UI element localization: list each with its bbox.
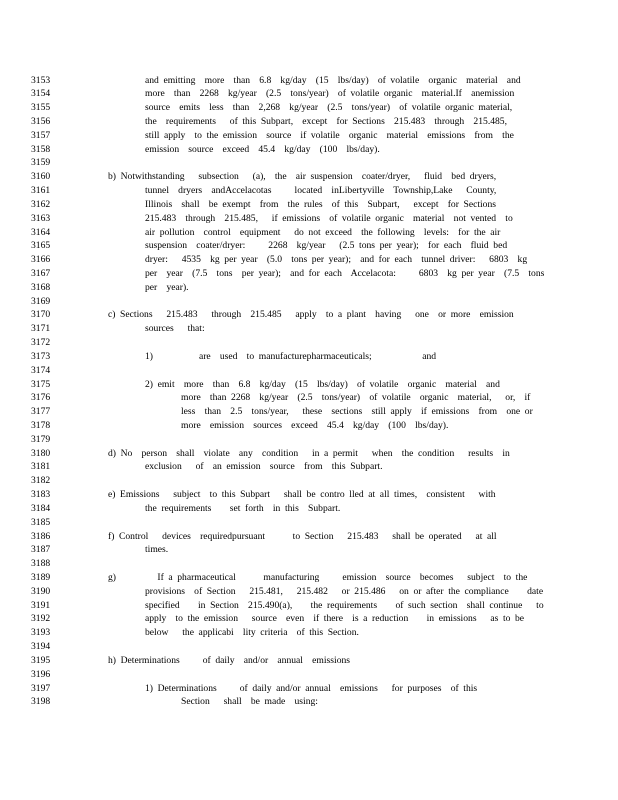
line-text: apply to the emission source even if there is a reduction in emissions as to be xyxy=(145,613,525,625)
line-number: 3180 xyxy=(31,447,51,459)
document-line xyxy=(0,419,618,433)
document-line xyxy=(0,585,618,599)
document-line xyxy=(0,460,618,474)
document-line xyxy=(0,391,618,405)
document-line xyxy=(0,474,618,488)
document-line xyxy=(0,571,618,585)
document-line xyxy=(0,543,618,557)
line-number: 3170 xyxy=(31,309,51,321)
document-line xyxy=(0,502,618,516)
line-number: 3160 xyxy=(31,171,51,183)
document-line xyxy=(0,267,618,281)
document-line xyxy=(0,226,618,240)
line-number: 3184 xyxy=(31,502,51,514)
line-text: times. xyxy=(145,544,169,556)
line-number: 3159 xyxy=(31,157,51,169)
line-text: the requirements of this Subpart, except for Sections 215.483 through 215.485, xyxy=(145,115,508,127)
document-line xyxy=(0,488,618,502)
document-line xyxy=(0,322,618,336)
line-number: 3197 xyxy=(31,682,51,694)
document-line xyxy=(0,378,618,392)
document-line xyxy=(0,364,618,378)
line-text: less than 2.5 tons/year, these sections still apply if emissions from one or xyxy=(181,406,533,418)
document-line xyxy=(0,170,618,184)
document-line xyxy=(0,447,618,461)
line-number: 3168 xyxy=(31,281,51,293)
line-number: 3193 xyxy=(31,627,51,639)
line-text: g) If a pharmaceutical manufacturing emission source becomes subject to the xyxy=(108,572,528,584)
line-number: 3178 xyxy=(31,420,51,431)
line-text: emission source exceed 45.4 kg/day (100 lbs/day). xyxy=(145,143,380,155)
line-text: more emission sources exceed 45.4 kg/day (100 lbs/day). xyxy=(181,420,449,431)
line-text: air pollution control equipment do not exceed the following levels: for the air xyxy=(145,226,501,238)
line-number: 3174 xyxy=(31,364,51,376)
document-line xyxy=(0,405,618,419)
document-line xyxy=(0,336,618,350)
line-text: c) Sections 215.483 through 215.485 apply to a plant having one or more emission xyxy=(108,309,514,321)
line-number: 3165 xyxy=(31,240,51,252)
document-line xyxy=(0,198,618,212)
document-line xyxy=(0,239,618,253)
line-text: per year). xyxy=(145,281,189,293)
line-number: 3176 xyxy=(31,392,51,404)
line-number: 3157 xyxy=(31,129,51,141)
document-line xyxy=(0,101,618,115)
document-line xyxy=(0,682,618,696)
line-number: 3158 xyxy=(31,143,51,155)
document-line xyxy=(0,156,618,170)
line-text: Section shall be made using: xyxy=(181,696,318,708)
document-line xyxy=(0,640,618,654)
document-line xyxy=(0,308,618,322)
line-number: 3177 xyxy=(31,406,51,418)
line-text: below the applicabi lity criteria of this Section. xyxy=(145,627,359,639)
line-text: tunnel dryers andAccelacotas located inLibertyville Township,Lake County, xyxy=(145,185,497,197)
line-text: per year (7.5 tons per year); and for each Accelacota: 6803 kg per year (7.5 tons xyxy=(145,267,545,279)
document-line xyxy=(0,115,618,129)
document-line xyxy=(0,516,618,530)
line-number: 3181 xyxy=(31,461,51,473)
line-text: source emits less than 2,268 kg/year (2.5 tons/year) of volatile organic material, xyxy=(145,102,513,114)
document-line xyxy=(0,184,618,198)
line-text: e) Emissions subject to this Subpart shall be contro lled at all times, consistent with xyxy=(108,489,496,501)
line-number: 3171 xyxy=(31,323,51,335)
line-number: 3175 xyxy=(31,378,51,390)
document-line xyxy=(0,668,618,682)
line-text: 215.483 through 215.485, if emissions of volatile organic material not vented to xyxy=(145,212,513,224)
line-text: d) No person shall violate any condition in a permit when the condition results in xyxy=(108,447,510,459)
document-line xyxy=(0,87,618,101)
line-text: sources that: xyxy=(145,323,205,335)
line-number: 3182 xyxy=(31,475,51,487)
line-text: 2) emit more than 6.8 kg/day (15 lbs/day) of volatile organic material and xyxy=(145,378,500,390)
line-text: h) Determinations of daily and/or annual emissions xyxy=(108,654,351,666)
document-line xyxy=(0,433,618,447)
document-line xyxy=(0,626,618,640)
line-number: 3188 xyxy=(31,558,51,570)
line-number: 3198 xyxy=(31,696,51,708)
document-line xyxy=(0,143,618,157)
line-number: 3167 xyxy=(31,267,51,279)
line-number: 3189 xyxy=(31,572,51,584)
line-number: 3187 xyxy=(31,544,51,556)
line-number: 3169 xyxy=(31,295,51,307)
document-line xyxy=(0,654,618,668)
document-line xyxy=(0,129,618,143)
line-number: 3196 xyxy=(31,668,51,680)
document-line xyxy=(0,74,618,88)
line-number: 3179 xyxy=(31,433,51,445)
document-line xyxy=(0,350,618,364)
line-text: 1) Determinations of daily and/or annual emissions for purposes of this xyxy=(145,682,478,694)
line-number: 3162 xyxy=(31,198,51,210)
document-line xyxy=(0,212,618,226)
line-text: more than 2268 kg/year (2.5 tons/year) of volatile organic material, or, if xyxy=(181,392,531,404)
document-line xyxy=(0,557,618,571)
line-text: more than 2268 kg/year (2.5 tons/year) of volatile organic material.If anemission xyxy=(145,88,515,100)
line-number: 3183 xyxy=(31,489,51,501)
line-text: 1) are used to manufacturepharmaceuticals; and xyxy=(145,350,437,362)
line-text: still apply to the emission source if volatile organic material emissions from the xyxy=(145,129,514,141)
line-number: 3163 xyxy=(31,212,51,224)
document-line xyxy=(0,281,618,295)
line-number: 3155 xyxy=(31,102,51,114)
document-line xyxy=(0,599,618,613)
line-text: dryer: 4535 kg per year (5.0 tons per year); and for each tunnel driver: 6803 kg xyxy=(145,254,528,266)
line-text: Illinois shall be exempt from the rules of this Subpart, except for Sections xyxy=(145,198,497,210)
document-line xyxy=(0,695,618,709)
line-number: 3156 xyxy=(31,115,51,127)
line-number: 3161 xyxy=(31,185,51,197)
line-number: 3154 xyxy=(31,88,51,100)
line-number: 3194 xyxy=(31,641,51,653)
document-line xyxy=(0,295,618,309)
line-text: b) Notwithstanding subsection (a), the air suspension coater/dryer, fluid bed dryers, xyxy=(108,171,497,183)
line-number: 3191 xyxy=(31,599,51,611)
line-number: 3185 xyxy=(31,516,51,528)
line-text: the requirements set forth in this Subpart. xyxy=(145,502,341,514)
document-line xyxy=(0,530,618,544)
document-line xyxy=(0,612,618,626)
line-number: 3192 xyxy=(31,613,51,625)
line-text: and emitting more than 6.8 kg/day (15 lbs/day) of volatile organic material and xyxy=(145,74,521,86)
line-number: 3190 xyxy=(31,585,51,597)
line-number: 3173 xyxy=(31,350,51,362)
line-number: 3195 xyxy=(31,654,51,666)
line-text: specified in Section 215.490(a), the requirements of such section shall continue to xyxy=(145,599,544,611)
line-number: 3172 xyxy=(31,337,51,349)
document-line xyxy=(0,253,618,267)
line-number: 3166 xyxy=(31,254,51,266)
line-number: 3186 xyxy=(31,530,51,542)
line-text: exclusion of an emission source from this Subpart. xyxy=(145,461,383,473)
line-text: f) Control devices requiredpursuant to Section 215.483 shall be operated at all xyxy=(108,530,497,542)
line-text: provisions of Section 215.481, 215.482 or 215.486 on or after the compliance date xyxy=(145,585,544,597)
line-number: 3164 xyxy=(31,226,51,238)
line-number: 3153 xyxy=(31,74,51,86)
line-text: suspension coater/dryer: 2268 kg/year (2.5 tons per year); for each fluid bed xyxy=(145,240,508,252)
